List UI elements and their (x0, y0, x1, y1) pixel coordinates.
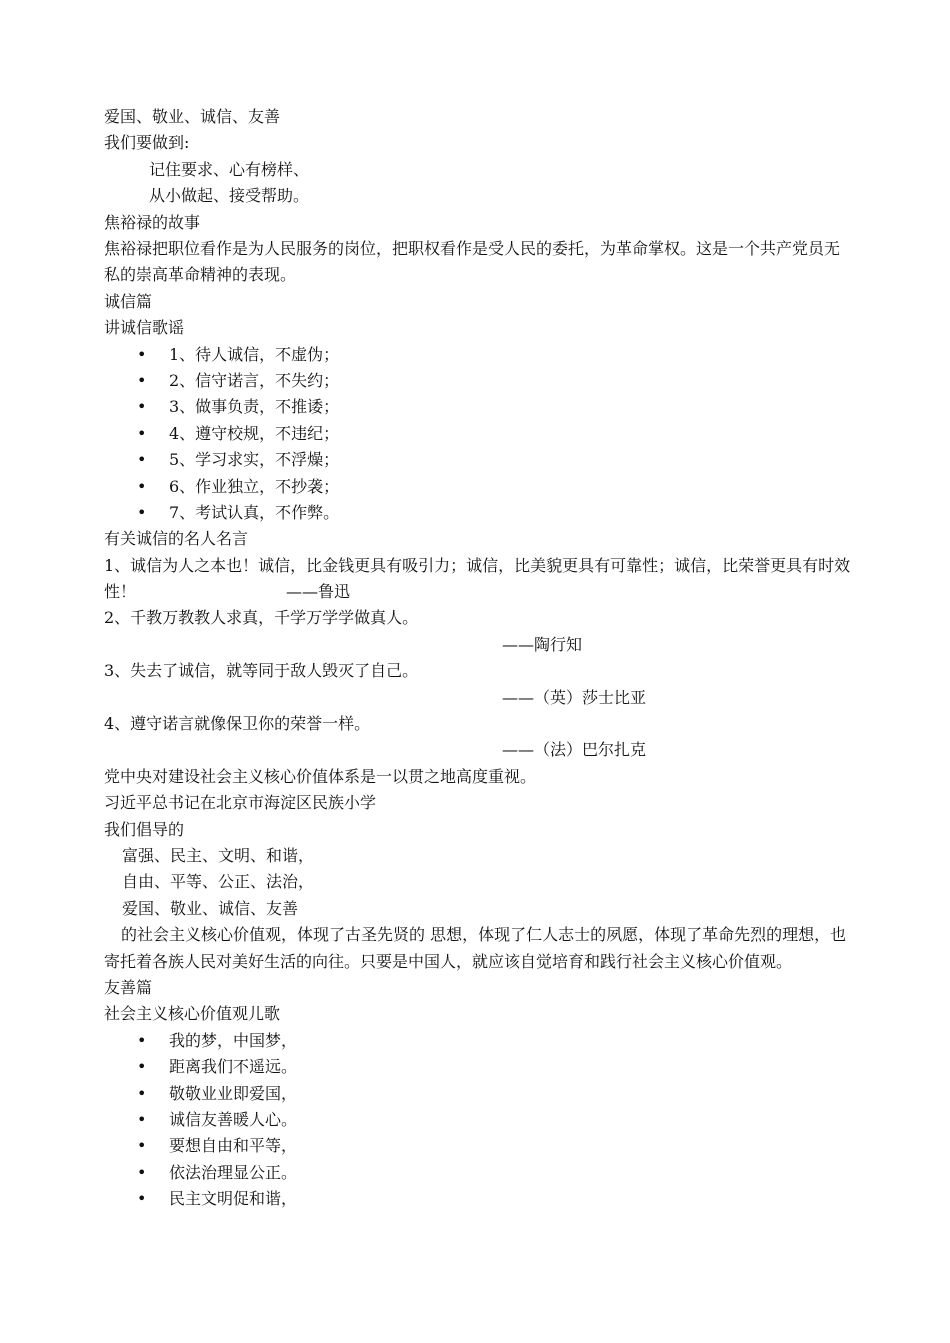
section-heading: 社会主义核心价值观儿歌 (104, 1004, 281, 1024)
bullet-icon: • (137, 1136, 147, 1156)
bullet-icon: • (137, 344, 147, 364)
list-item: • 敬敬业业即爱国， (104, 1081, 854, 1107)
document-page (104, 104, 854, 1213)
quote-2: 2、千教万教教人求真，千学万学学做真人。 (104, 608, 419, 628)
text-line: 爱国、敬业、诚信、友善 (122, 898, 299, 918)
bullet-icon: • (137, 1162, 147, 1182)
list-item: • 7、考试认真，不作弊。 (104, 500, 854, 526)
bullet-icon: • (137, 450, 147, 470)
list-item: • 5、学习求实，不浮燥； (104, 447, 854, 473)
list-item: • 我的梦，中国梦， (104, 1028, 854, 1054)
bullet-icon: • (137, 423, 147, 443)
quote-attribution: ——陶行知 (502, 634, 583, 654)
song-list (104, 342, 854, 527)
list-item: • 民主文明促和谐， (104, 1186, 854, 1212)
text-line: 我们要做到: (104, 133, 190, 153)
quote-1: 1、诚信为人之本也！诚信，比金钱更具有吸引力；诚信，比美貌更具有可靠性；诚信，比荣誉更具有时效性！ ——鲁迅 (104, 555, 851, 602)
section-heading: 焦裕禄的故事 (104, 212, 201, 232)
section-heading: 有关诚信的名人名言 (104, 529, 249, 549)
text-line: 习近平总书记在北京市海淀区民族小学 (104, 793, 377, 813)
bullet-icon: • (137, 370, 147, 390)
list-item: • 2、信守诺言，不失约； (104, 368, 854, 394)
section-heading: 友善篇 (104, 977, 153, 997)
text-line: 富强、民主、文明、和谐， (122, 846, 315, 865)
text-line: 爱国、敬业、诚信、友善 (104, 107, 281, 126)
bullet-icon: • (137, 1083, 147, 1103)
bullet-icon: • (137, 1189, 147, 1209)
list-item: • 1、待人诚信，不虚伪； (104, 342, 854, 368)
text-line: 从小做起、接受帮助。 (149, 186, 310, 206)
quote-attribution: ——（法）巴尔扎克 (502, 740, 647, 760)
bullet-icon: • (137, 1057, 147, 1077)
section-heading: 诚信篇 (104, 291, 153, 311)
list-item: • 依法治理显公正。 (104, 1160, 854, 1186)
list-item: • 距离我们不遥远。 (104, 1054, 854, 1080)
text-line: 自由、平等、公正、法治， (122, 872, 315, 892)
bullet-icon: • (137, 502, 147, 522)
list-item: • 3、做事负责，不推诿； (104, 394, 854, 420)
kids-song-list (104, 1028, 854, 1213)
text-line: 党中央对建设社会主义核心价值体系是一以贯之地高度重视。 (104, 766, 537, 786)
quote-attribution: ——鲁迅 (286, 582, 351, 602)
quote-4: 4、遵守诺言就像保卫你的荣誉一样。 (104, 714, 371, 734)
quote-attribution: ——（英）莎士比亚 (502, 687, 647, 707)
list-item: • 要想自由和平等， (104, 1133, 854, 1159)
list-item: • 6、作业独立，不抄袭； (104, 474, 854, 500)
list-item: • 诚信友善暖人心。 (104, 1107, 854, 1133)
list-item: • 4、遵守校规，不违纪； (104, 421, 854, 447)
quote-3: 3、失去了诚信，就等同于敌人毁灭了自己。 (104, 661, 419, 681)
bullet-icon: • (137, 397, 147, 417)
paragraph: 焦裕禄把职位看作是为人民服务的岗位，把职权看作是受人民的委托，为革命掌权。这是一个共产党员无私的崇高革命精神的表现。 (104, 238, 841, 285)
text-line: 记住要求、心有榜样、 (149, 159, 310, 179)
bullet-icon: • (137, 1109, 147, 1129)
text-line: 我们倡导的 (104, 819, 185, 839)
section-heading: 讲诚信歌谣 (104, 318, 185, 338)
bullet-icon: • (137, 476, 147, 496)
paragraph: 的社会主义核心价值观，体现了古圣先贤的 思想，体现了仁人志士的夙愿，体现了革命先烈的理想，也寄托着各族人民对美好生活的向往。只要是中国人，就应该自觉培育和践行社会主义核心价值观。 (104, 925, 847, 971)
bullet-icon: • (137, 1030, 147, 1050)
